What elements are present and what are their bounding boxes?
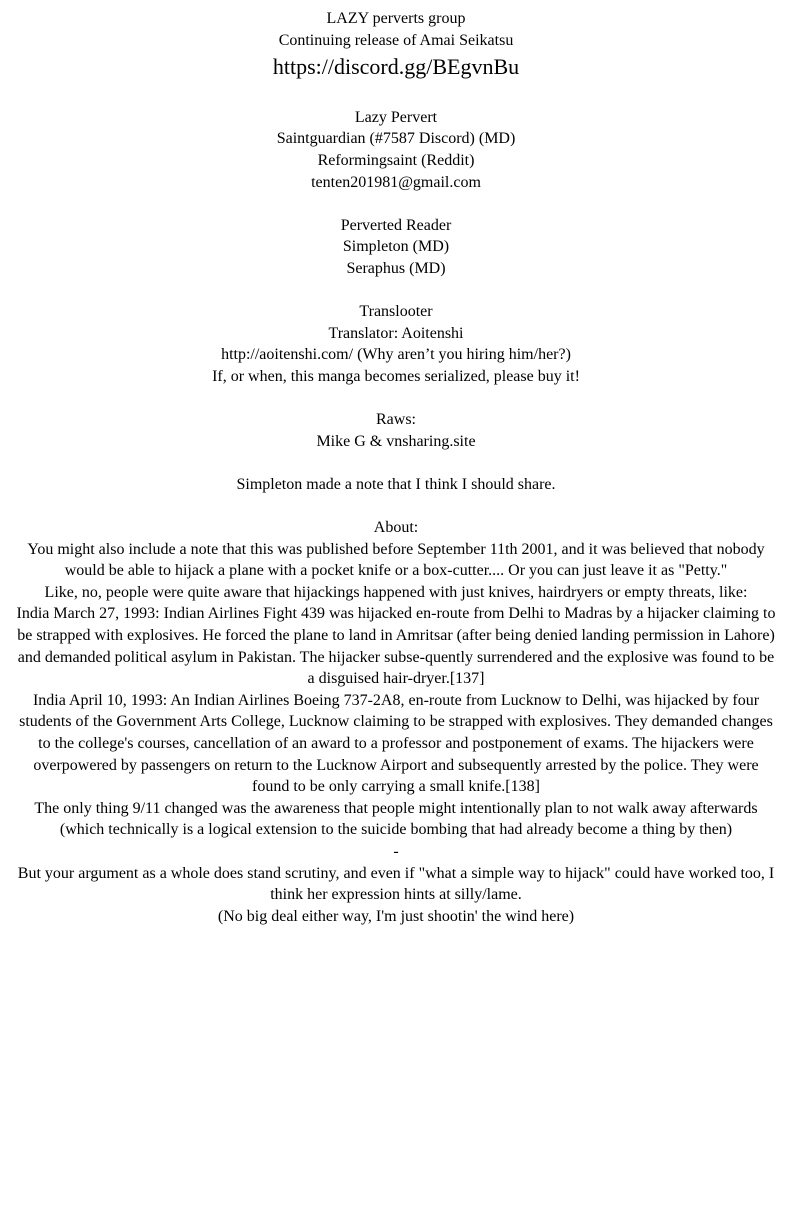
note-paragraph: India April 10, 1993: An Indian Airlines Boeing 737-2A8, en-route from Lucknow to Delhi, was hijacked by four students of the Government Arts College, Lucknow claiming to be strapped with explosives. They demanded changes to the college's courses, cancellation of an award to a professor and postponement of exams. The hijackers were overpowered by passengers on return to the Lucknow Airport and subsequently arrested by the police. They were found to be only carrying a small knife.[138] xyxy=(19,691,773,796)
lazy-pervert-heading: Lazy Pervert xyxy=(354,108,438,126)
lazy-pervert-email: tenten201981@gmail.com xyxy=(311,173,481,191)
spacer xyxy=(0,495,792,517)
buy-note: If, or when, this manga becomes serialized, please buy it! xyxy=(212,367,580,385)
closing-paragraph: (No big deal either way, I'm just shootin' the wind here) xyxy=(217,907,575,925)
group-name: LAZY perverts group xyxy=(326,10,466,27)
spacer xyxy=(0,388,792,410)
note-paragraph: You might also include a note that this was published before September 11th 2001, and it was believed that nobody would be able to hijack a plane with a pocket knife or a box-cutter.... Or you can just leave it as "Petty." xyxy=(27,540,765,580)
translator-line: Translator: Aoitenshi xyxy=(328,324,464,342)
perverted-reader-line: Seraphus (MD) xyxy=(346,259,446,277)
spacer xyxy=(0,193,792,215)
note-paragraph: Like, no, people were quite aware that hijackings happened with just knives, hairdryers or empty threats, like: xyxy=(44,583,748,601)
about-heading: About: xyxy=(373,519,419,537)
raws-heading: Raws: xyxy=(376,411,416,429)
credits-page xyxy=(0,8,792,927)
perverted-reader-heading: Perverted Reader xyxy=(340,216,452,234)
spacer xyxy=(0,452,792,474)
closing-paragraph: But your argument as a whole does stand scrutiny, and even if "what a simple way to hijack" could have worked too, I think her expression hints at silly/lame. xyxy=(17,864,775,904)
raws-line: Mike G & vnsharing.site xyxy=(316,432,476,450)
spacer xyxy=(0,280,792,302)
discord-link: https://discord.gg/BEgvnBu xyxy=(272,54,520,80)
release-note: Continuing release of Amai Seikatsu xyxy=(278,31,514,49)
note-paragraph: India March 27, 1993: Indian Airlines Fight 439 was hijacked en-route from Delhi to Madras by a hijacker claiming to be strapped with explosives. He forced the plane to land in Amritsar (after being denied landing permission in Lahore) and demanded political asylum in Pakistan. The hijacker subse-quently surrendered and the explosive was found to be a disguised hair-dryer.[137] xyxy=(16,605,776,688)
translooter-heading: Translooter xyxy=(359,303,433,321)
lazy-pervert-line: Reformingsaint (Reddit) xyxy=(317,151,475,169)
spacer xyxy=(0,85,792,107)
separator: - xyxy=(393,842,399,860)
note-intro: Simpleton made a note that I think I should share. xyxy=(236,475,556,493)
perverted-reader-line: Simpleton (MD) xyxy=(342,238,450,256)
translator-url: http://aoitenshi.com/ (Why aren’t you hiring him/her?) xyxy=(221,346,571,364)
lazy-pervert-line: Saintguardian (#7587 Discord) (MD) xyxy=(276,130,516,148)
note-paragraph: The only thing 9/11 changed was the awareness that people might intentionally plan to not walk away afterwards (which technically is a logical extension to the suicide bombing that had already become a thing by then) xyxy=(34,799,758,839)
